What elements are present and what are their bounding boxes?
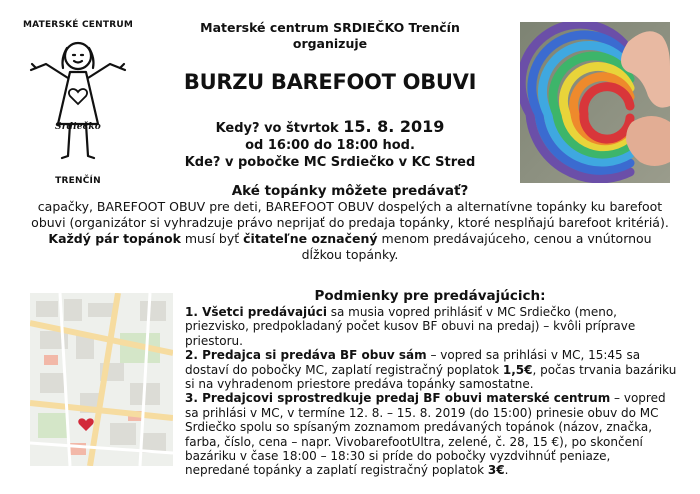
rainbow-chalk-photo: [520, 22, 670, 183]
conditions-list: [185, 305, 677, 478]
logo-bottom-text: TRENČÍN: [55, 176, 101, 186]
event-time: od 16:00 do 18:00 hod.: [245, 138, 415, 153]
logo-name-text: Srdiečko: [55, 122, 101, 132]
shoes-text-end: menom predávajúceho, cenou a vnútornou dĺžkou topánky.: [301, 231, 652, 262]
rainbow-photo-image: [520, 22, 670, 183]
organizes-line: organizuje: [292, 36, 368, 51]
condition-item-1: [185, 305, 677, 348]
shoes-text-normal: capačky, BAREFOOT OBUV pre deti, BAREFOOT OBUV dospelých a alternatívne topánky ku barefoot obuvi (organizátor si vyhradzuje právo neprijať do predaja topánky, ktoré nesplňajú barefoot kritériá).: [31, 199, 669, 230]
mc-srdiecko-logo: [18, 18, 138, 193]
city-map-image: [30, 293, 173, 466]
condition-2-fee: 1,5€: [502, 362, 533, 377]
condition-3-bold: 3. Predajcovi sprostredkuje predaj BF obuvi materské centrum: [185, 391, 611, 406]
condition-2-bold: 2. Predajca si predáva BF obuv sám: [185, 348, 427, 363]
logo-top-text: MATERSKÉ CENTRUM: [23, 20, 133, 30]
event-place: Kde? v pobočke MC Srdiečko v KC Stred: [184, 155, 476, 170]
condition-2-end: , počas trvania bazáriku si na vyhradenom priestore predáva topánky samostatne.: [185, 362, 677, 392]
condition-3-end: .: [504, 463, 509, 478]
condition-item-3: [185, 391, 677, 477]
shoes-text: [30, 199, 670, 263]
shoes-heading: Aké topánky môžete predávať?: [231, 183, 469, 199]
shoes-text-mid: musí byť: [180, 231, 244, 246]
condition-1-text: sa musia vopred prihlásiť v MC Srdiečko (meno, priezvisko, predpokladaný počet kusov BF obuvi na predaj) – kvôli príprave priestoru.: [185, 305, 636, 348]
shoes-section: [30, 183, 670, 263]
location-map: [30, 293, 173, 466]
event-date: 15. 8. 2019: [343, 117, 445, 136]
organizer-block: [160, 20, 500, 52]
condition-item-2: [185, 348, 677, 391]
event-title: BURZU BAREFOOT OBUVI: [183, 70, 477, 94]
condition-3-fee: 3€: [487, 463, 505, 478]
event-when-where: [160, 118, 500, 171]
logo-figure-icon: [18, 34, 138, 174]
event-date-prefix: Kedy? vo štvrtok: [215, 121, 344, 136]
shoes-text-bold: Každý pár topánok: [48, 231, 181, 246]
condition-2-text: – vopred sa prihlási v MC, 15:45 sa dostaví do pobočky MC, zaplatí registračný poplatok: [185, 348, 641, 377]
condition-3-text: – vopred sa prihlási v MC, v termíne 12. 8. – 15. 8. 2019 (do 15:00) prinesie obuv do MC Srdiečko spolu so spísaným zoznamom predávaných topánok (názov, značka, farba, číslo, cena – napr. VivobarefootUltra, zelené, č. 28, 15 €), po skončení bazáriku v čase 18:00 – 18:30 si príde do pobočky vyzdvihnúť peniaze, nepredané topánky a zaplatí registračný poplatok: [185, 391, 666, 478]
organizer-line: Materské centrum SRDIEČKO Trenčín: [200, 20, 460, 35]
event-date-line: [160, 118, 500, 137]
condition-1-bold: 1. Všetci predávajúci: [185, 305, 327, 319]
shoes-text-bold2: čitateľne označený: [243, 231, 378, 246]
conditions-heading: Podmienky pre predávajúcich:: [314, 288, 546, 304]
